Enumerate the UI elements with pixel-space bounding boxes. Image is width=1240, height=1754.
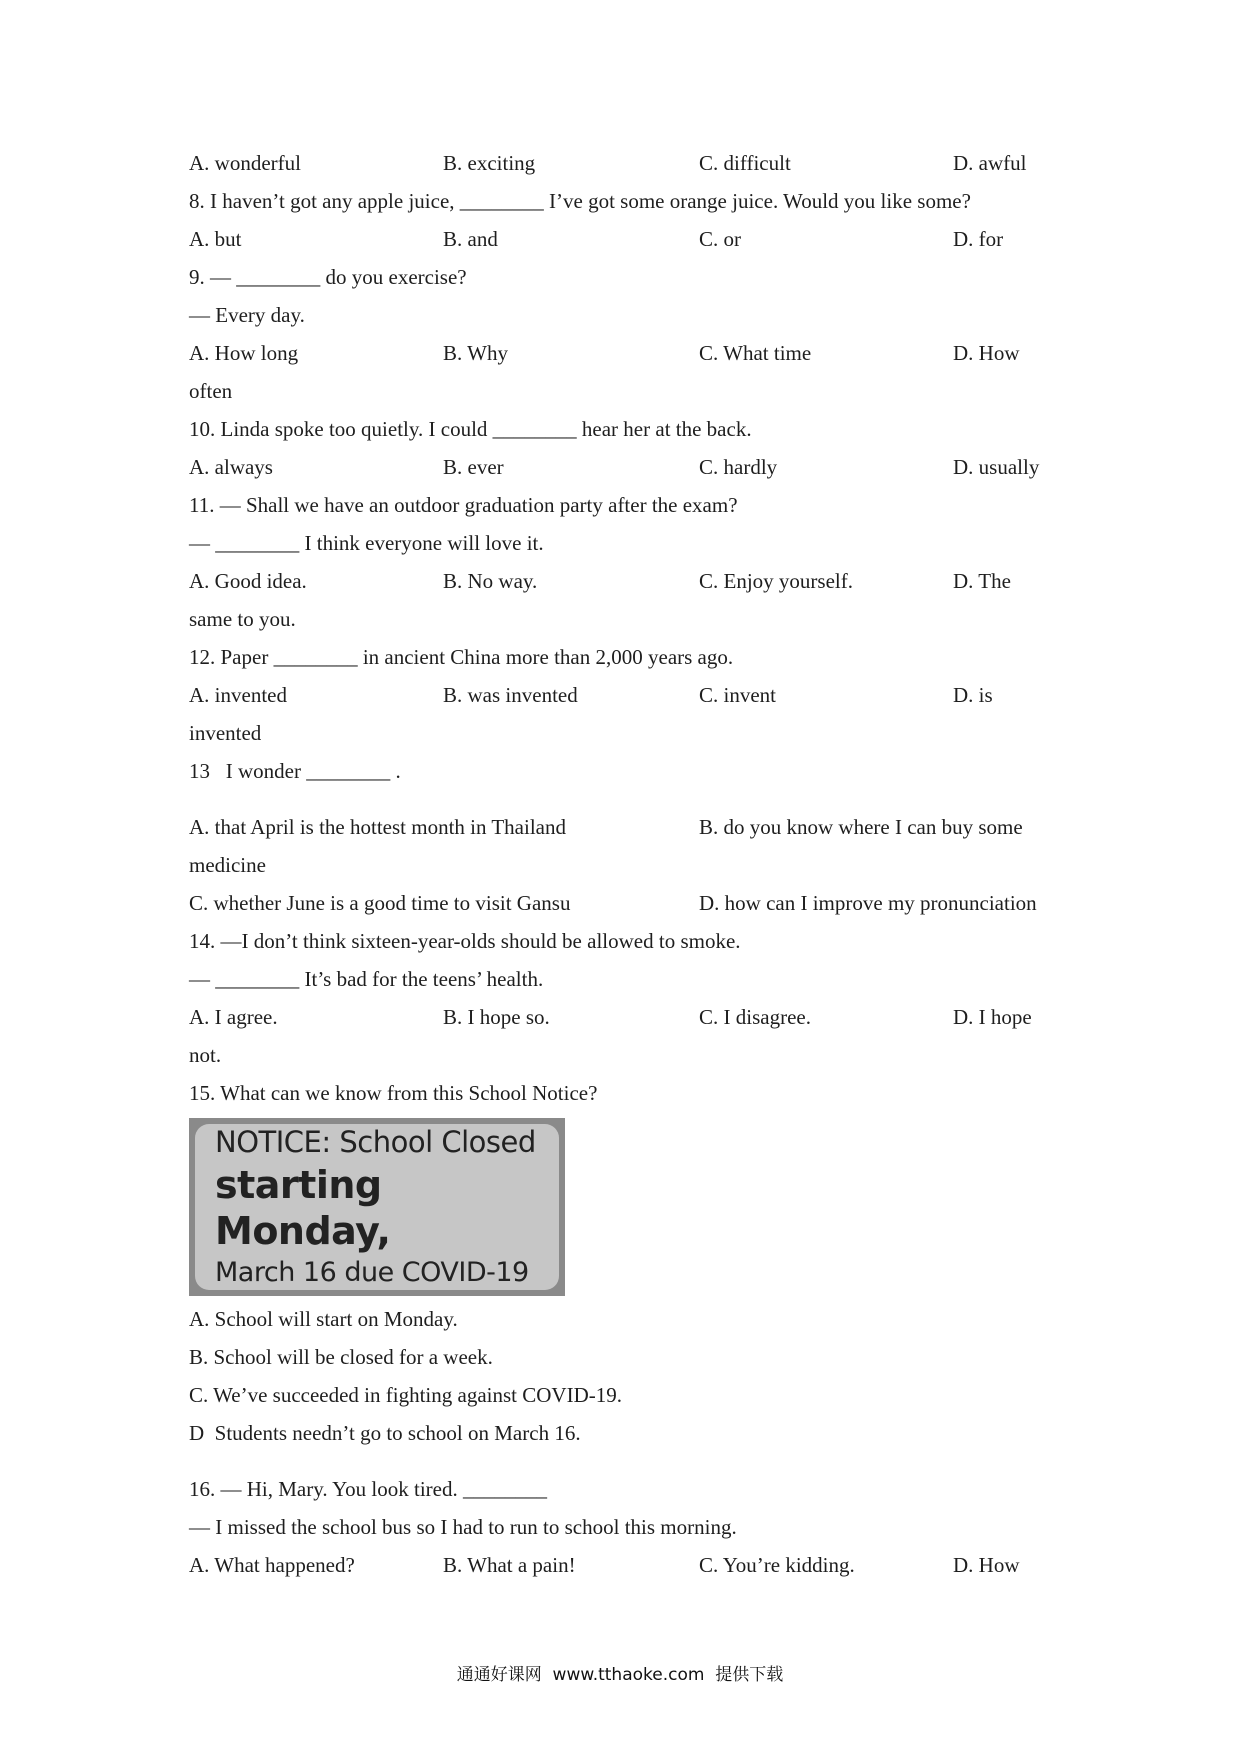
q15-option-d: D Students needn’t go to school on March 16. [189, 1421, 581, 1445]
q7-option-b: B. exciting [443, 151, 536, 175]
q11-option-b: B. No way. [443, 569, 538, 593]
page-footer: 通通好课网 www.tthaoke.com 提供下载 [456, 1665, 784, 1685]
q13-options-row-2 [189, 884, 1069, 922]
q12-option-b: B. was invented [443, 683, 578, 707]
q14-reply: — ________ It’s bad for the teens’ health. [189, 967, 544, 991]
q12-option-a: A. invented [189, 683, 287, 707]
q16-option-c: C. You’re kidding. [699, 1553, 855, 1577]
q10-option-d: D. usually [953, 455, 1040, 479]
q9-option-c: C. What time [699, 341, 812, 365]
q15-stem: 15. What can we know from this School Notice? [189, 1081, 598, 1105]
q13-options-row-1 [189, 808, 1069, 846]
q13-stem: 13 I wonder ________ . [189, 759, 401, 783]
q10-option-b: B. ever [443, 455, 504, 479]
q12-option-c: C. invent [699, 683, 776, 707]
spacer [189, 1452, 1069, 1470]
q14-options [189, 998, 1069, 1036]
q14-option-c: C. I disagree. [699, 1005, 811, 1029]
q14-option-wrap: not. [189, 1043, 222, 1067]
q7-option-d: D. awful [953, 151, 1027, 175]
q7-option-a: A. wonderful [189, 151, 301, 175]
q16-option-a: A. What happened? [189, 1553, 355, 1577]
q8-stem: 8. I haven’t got any apple juice, ________ I’ve got some orange juice. Would you like some? [189, 189, 971, 213]
q9-option-wrap: often [189, 379, 233, 403]
q9-option-b: B. Why [443, 341, 508, 365]
q12-options [189, 676, 1069, 714]
spacer [189, 790, 1069, 808]
q9-options [189, 334, 1069, 372]
q11-reply: — ________ I think everyone will love it. [189, 531, 544, 555]
school-notice-sign [195, 1124, 559, 1290]
q14-option-d: D. I hope [953, 1005, 1032, 1029]
q11-option-c: C. Enjoy yourself. [699, 569, 853, 593]
q10-options [189, 448, 1069, 486]
q13-option-a: A. that April is the hottest month in Thailand [189, 815, 566, 839]
q16-option-d: D. How [953, 1553, 1020, 1577]
q9-stem: 9. — ________ do you exercise? [189, 265, 467, 289]
q11-stem: 11. — Shall we have an outdoor graduation party after the exam? [189, 493, 738, 517]
q7-option-c: C. difficult [699, 151, 791, 175]
q9-reply: — Every day. [189, 303, 305, 327]
q13-option-d: D. how can I improve my pronunciation [699, 891, 1037, 915]
q11-option-d: D. The [953, 569, 1011, 593]
q8-option-b: B. and [443, 227, 498, 251]
q11-option-a: A. Good idea. [189, 569, 307, 593]
q14-stem: 14. —I don’t think sixteen-year-olds should be allowed to smoke. [189, 929, 741, 953]
school-notice-image [189, 1118, 565, 1296]
q16-option-b: B. What a pain! [443, 1553, 576, 1577]
q11-option-wrap: same to you. [189, 607, 296, 631]
q14-option-b: B. I hope so. [443, 1005, 550, 1029]
q16-options [189, 1546, 1069, 1584]
q15-option-c: C. We’ve succeeded in fighting against COVID-19. [189, 1383, 622, 1407]
q15-option-b: B. School will be closed for a week. [189, 1345, 493, 1369]
q16-reply: — I missed the school bus so I had to run to school this morning. [189, 1515, 737, 1539]
q13-option-c: C. whether June is a good time to visit Gansu [189, 891, 571, 915]
notice-line-2: starting Monday, [215, 1163, 391, 1253]
notice-line-1: NOTICE: School Closed [215, 1125, 536, 1159]
q9-option-a: A. How long [189, 341, 299, 365]
q8-option-c: C. or [699, 227, 741, 251]
q9-option-d: D. How [953, 341, 1020, 365]
q16-stem: 16. — Hi, Mary. You look tired. ________ [189, 1477, 547, 1501]
questions-column [189, 144, 1069, 1584]
q10-stem: 10. Linda spoke too quietly. I could ________ hear her at the back. [189, 417, 752, 441]
q12-option-wrap: invented [189, 721, 262, 745]
q10-option-a: A. always [189, 455, 273, 479]
q8-option-a: A. but [189, 227, 242, 251]
q8-option-d: D. for [953, 227, 1004, 251]
q12-option-d: D. is [953, 683, 993, 707]
q10-option-c: C. hardly [699, 455, 778, 479]
q14-option-a: A. I agree. [189, 1005, 278, 1029]
q8-options [189, 220, 1069, 258]
notice-line-3: March 16 due COVID-19 [215, 1257, 529, 1288]
q13-option-b: B. do you know where I can buy some [699, 815, 1023, 839]
q15-option-a: A. School will start on Monday. [189, 1307, 458, 1331]
q11-options [189, 562, 1069, 600]
q13-option-wrap: medicine [189, 853, 266, 877]
q12-stem: 12. Paper ________ in ancient China more than 2,000 years ago. [189, 645, 734, 669]
q7-options [189, 144, 1069, 182]
